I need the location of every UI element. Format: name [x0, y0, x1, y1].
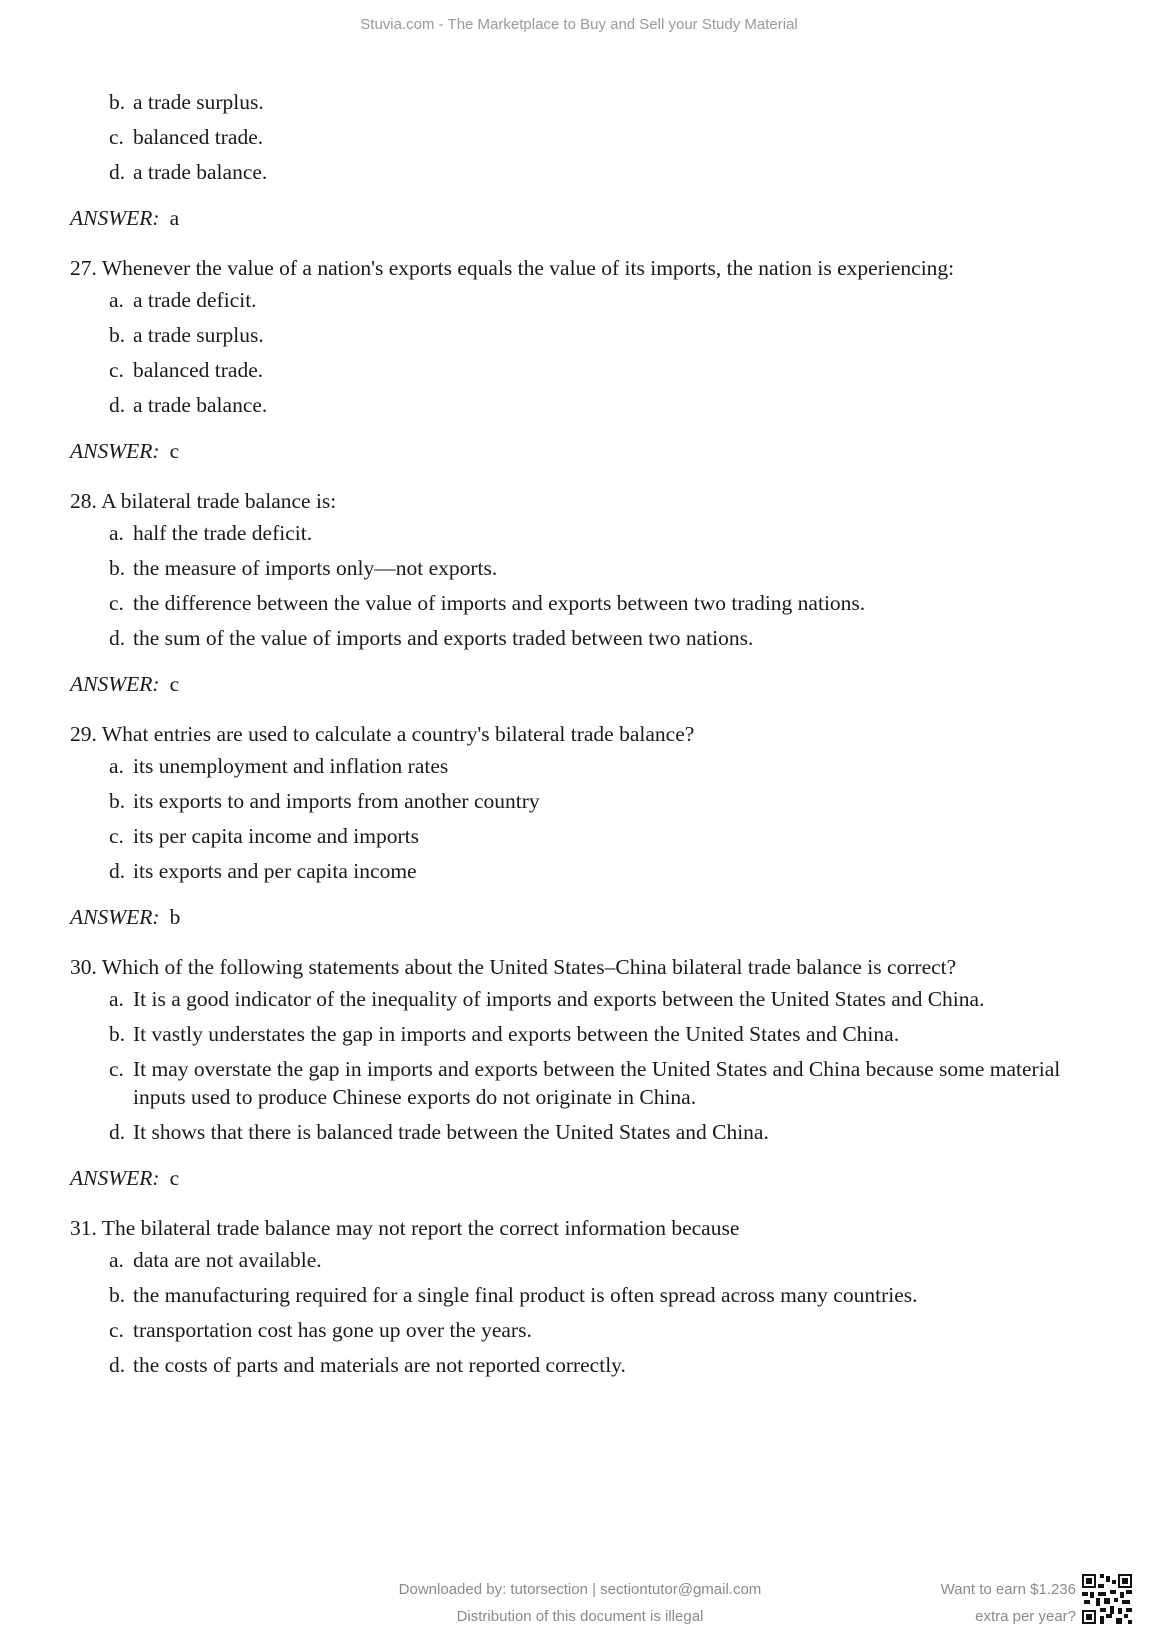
question-29	[70, 720, 1090, 931]
answer-label: ANSWER:	[70, 905, 160, 929]
distribution-notice: Distribution of this document is illegal	[456, 1608, 704, 1625]
option-letter: d.	[109, 1353, 126, 1377]
option-item	[70, 1118, 1090, 1146]
option-letter: a.	[109, 987, 124, 1011]
option-text: a trade surplus.	[133, 323, 264, 347]
option-letter: c.	[109, 125, 124, 149]
question-stem: 31. The bilateral trade balance may not report the correct information because	[70, 1216, 740, 1240]
option-text: It may overstate the gap in imports and exports between the United States and China because some material inputs used to produce Chinese exports do not originate in China.	[133, 1057, 1061, 1109]
qr-code-icon[interactable]	[1082, 1574, 1132, 1624]
earn-line-1[interactable]: Want to earn $1.236	[940, 1581, 1076, 1598]
option-item	[70, 356, 1090, 384]
option-item	[70, 321, 1090, 349]
option-item	[70, 1055, 1090, 1111]
option-letter: c.	[109, 358, 124, 382]
option-text: a trade surplus.	[133, 90, 264, 114]
option-item	[70, 985, 1090, 1013]
answer-line	[70, 903, 1090, 931]
footer-download-info	[330, 1576, 830, 1630]
option-letter: d.	[109, 160, 126, 184]
option-letter: a.	[109, 521, 124, 545]
answer-value: c	[169, 439, 180, 463]
option-text: It is a good indicator of the inequality of imports and exports between the United States and China.	[133, 987, 985, 1011]
answer-value: c	[169, 1166, 180, 1190]
option-text: a trade balance.	[133, 160, 268, 184]
answer-value: b	[169, 905, 181, 929]
option-item	[70, 554, 1090, 582]
answer-line	[70, 670, 1090, 698]
option-text: the difference between the value of imports and exports between two trading nations.	[133, 591, 866, 615]
option-letter: a.	[109, 1248, 124, 1272]
option-letter: d.	[109, 393, 126, 417]
option-text: It shows that there is balanced trade between the United States and China.	[133, 1120, 769, 1144]
answer-label: ANSWER:	[70, 439, 160, 463]
option-text: balanced trade.	[133, 125, 264, 149]
option-text: the costs of parts and materials are not reported correctly.	[133, 1353, 626, 1377]
option-text: a trade balance.	[133, 393, 268, 417]
question-28	[70, 487, 1090, 698]
answer-value: c	[169, 672, 180, 696]
option-item	[70, 286, 1090, 314]
option-text: It vastly understates the gap in imports and exports between the United States and China.	[133, 1022, 900, 1046]
answer-label: ANSWER:	[70, 206, 160, 230]
option-letter: b.	[109, 1022, 126, 1046]
option-item	[70, 519, 1090, 547]
answer-label: ANSWER:	[70, 1166, 160, 1190]
option-text: its unemployment and inflation rates	[133, 754, 449, 778]
option-item	[70, 1351, 1090, 1379]
option-letter: c.	[109, 1318, 124, 1342]
option-letter: a.	[109, 288, 124, 312]
earn-promo[interactable]	[941, 1576, 1076, 1630]
option-letter: b.	[109, 556, 126, 580]
option-item	[70, 822, 1090, 850]
option-item	[70, 624, 1090, 652]
option-letter: a.	[109, 754, 124, 778]
carryover-question	[70, 88, 1090, 232]
option-text: a trade deficit.	[133, 288, 257, 312]
option-item	[70, 589, 1090, 617]
option-letter: b.	[109, 90, 126, 114]
option-item	[70, 1020, 1090, 1048]
option-item	[70, 1281, 1090, 1309]
question-27	[70, 254, 1090, 465]
option-text: its exports to and imports from another country	[133, 789, 540, 813]
option-letter: d.	[109, 1120, 126, 1144]
page-header: Stuvia.com - The Marketplace to Buy and Sell your Study Material	[360, 16, 798, 33]
answer-line	[70, 437, 1090, 465]
option-text: its exports and per capita income	[133, 859, 417, 883]
question-stem: 28. A bilateral trade balance is:	[70, 489, 337, 513]
answer-line	[70, 204, 1090, 232]
option-item	[70, 1246, 1090, 1274]
option-item	[70, 1316, 1090, 1344]
option-letter: d.	[109, 859, 126, 883]
option-letter: b.	[109, 323, 126, 347]
question-stem: 30. Which of the following statements about the United States–China bilateral trade balance is correct?	[70, 955, 957, 979]
question-31	[70, 1214, 1090, 1379]
option-item	[70, 857, 1090, 885]
option-text: half the trade deficit.	[133, 521, 313, 545]
answer-value: a	[169, 206, 180, 230]
option-letter: b.	[109, 1283, 126, 1307]
option-item	[70, 752, 1090, 780]
option-text: the measure of imports only—not exports.	[133, 556, 498, 580]
option-text: the sum of the value of imports and exports traded between two nations.	[133, 626, 754, 650]
option-text: data are not available.	[133, 1248, 322, 1272]
option-letter: c.	[109, 1057, 124, 1081]
option-text: transportation cost has gone up over the years.	[133, 1318, 532, 1342]
option-item	[70, 787, 1090, 815]
question-30	[70, 953, 1090, 1192]
option-item	[70, 158, 1090, 186]
option-item	[70, 391, 1090, 419]
earn-line-2[interactable]: extra per year?	[975, 1608, 1076, 1625]
question-stem: 29. What entries are used to calculate a country's bilateral trade balance?	[70, 722, 695, 746]
document-body	[70, 88, 1090, 1386]
question-stem: 27. Whenever the value of a nation's exports equals the value of its imports, the nation is experiencing:	[70, 256, 955, 280]
answer-line	[70, 1164, 1090, 1192]
option-text: balanced trade.	[133, 358, 264, 382]
downloaded-by-text: Downloaded by: tutorsection | sectiontutor@gmail.com	[398, 1581, 762, 1598]
option-letter: d.	[109, 626, 126, 650]
option-item	[70, 88, 1090, 116]
option-letter: b.	[109, 789, 126, 813]
option-text: the manufacturing required for a single final product is often spread across many countries.	[133, 1283, 918, 1307]
option-text: its per capita income and imports	[133, 824, 419, 848]
option-letter: c.	[109, 591, 124, 615]
answer-label: ANSWER:	[70, 672, 160, 696]
option-letter: c.	[109, 824, 124, 848]
option-item	[70, 123, 1090, 151]
